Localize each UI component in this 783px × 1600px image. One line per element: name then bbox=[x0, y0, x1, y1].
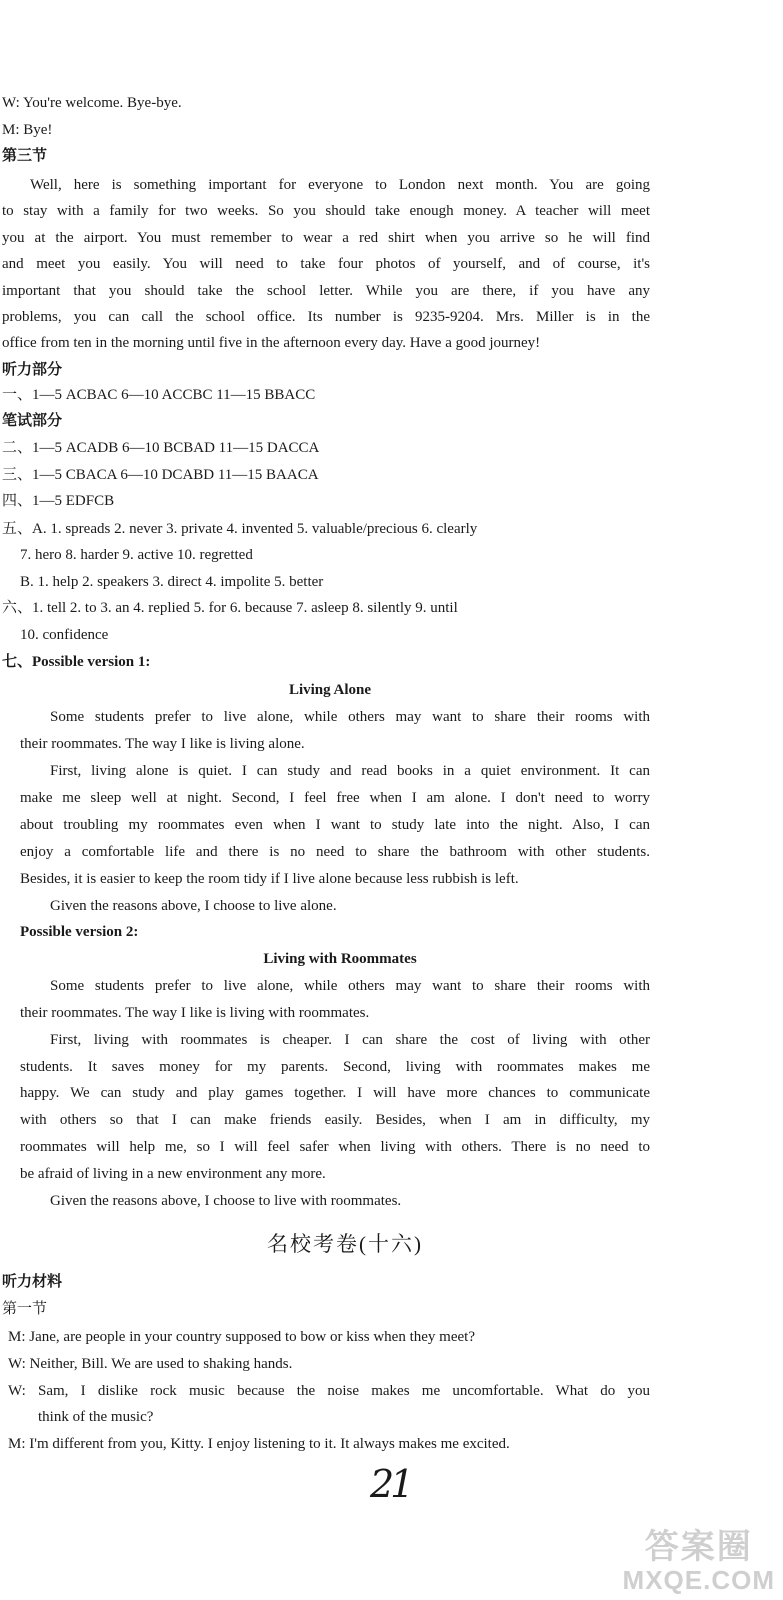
passage-line: to stay with a family for two weeks. So you should take enough money. A teacher will meet bbox=[2, 203, 650, 219]
dialogue-line: M: Jane, are people in your country supposed to bow or kiss when they meet? bbox=[8, 1329, 475, 1345]
watermark-top: 答案圈 bbox=[644, 1529, 753, 1566]
dialogue-line: W: Neither, Bill. We are used to shaking hands. bbox=[8, 1356, 293, 1372]
essay-line: Some students prefer to live alone, while others may want to share their rooms with bbox=[50, 709, 650, 725]
essay-line: make me sleep well at night. Second, I feel free when I am alone. I don't need to worry bbox=[20, 790, 650, 806]
version-label: Possible version 2: bbox=[20, 924, 139, 940]
answer-line: 四、1—5 EDFCB bbox=[2, 493, 115, 509]
passage-line: important that you should take the school letter. While you are there, if you have any bbox=[2, 283, 650, 299]
answer-line: B. 1. help 2. speakers 3. direct 4. impolite 5. better bbox=[20, 574, 324, 590]
passage-line: office from ten in the morning until five in the afternoon every day. Have a good journey! bbox=[2, 335, 541, 351]
page-number: 21 bbox=[370, 1462, 411, 1506]
essay-line: with others so that I can make friends easily. Besides, when I am in difficulty, my bbox=[20, 1112, 650, 1128]
essay-line: be afraid of living in a new environment any more. bbox=[20, 1166, 326, 1182]
essay-line: Besides, it is easier to keep the room tidy if I live alone because less rubbish is left. bbox=[20, 871, 519, 887]
essay-title: Living with Roommates bbox=[263, 951, 417, 967]
dialogue-line: think of the music? bbox=[38, 1409, 154, 1425]
essay-line: Some students prefer to live alone, while others may want to share their rooms with bbox=[50, 978, 650, 994]
essay-title: Living Alone bbox=[288, 682, 372, 698]
dialogue-line: M: Bye! bbox=[2, 122, 53, 138]
essay-line: roommates will help me, so I will feel safer when living with others. There is no need to bbox=[20, 1139, 650, 1155]
answer-line: 六、1. tell 2. to 3. an 4. replied 5. for 6. because 7. asleep 8. silently 9. until bbox=[2, 600, 458, 616]
passage-line: Well, here is something important for everyone to London next month. You are going bbox=[30, 177, 650, 193]
essay-line: First, living with roommates is cheaper. I can share the cost of living with other bbox=[50, 1032, 650, 1048]
answer-line: 五、A. 1. spreads 2. never 3. private 4. invented 5. valuable/precious 6. clearly bbox=[2, 521, 478, 537]
version-label: 七、Possible version 1: bbox=[2, 654, 151, 670]
answer-line: 7. hero 8. harder 9. active 10. regretted bbox=[20, 547, 253, 563]
dialogue-line: M: I'm different from you, Kitty. I enjoy listening to it. It always makes me excited. bbox=[8, 1436, 510, 1452]
essay-line: enjoy a comfortable life and there is no need to share the bathroom with other students. bbox=[20, 844, 650, 860]
dialogue-line: W: You're welcome. Bye-bye. bbox=[2, 95, 182, 111]
section-label: 第三节 bbox=[2, 148, 48, 164]
answer-line: 10. confidence bbox=[20, 627, 109, 643]
watermark-logo bbox=[623, 1530, 775, 1594]
essay-line: happy. We can study and play games together. I will have more chances to communicate bbox=[20, 1085, 650, 1101]
section-header: 听力材料 bbox=[2, 1274, 63, 1290]
answer-line: 一、1—5 ACBAC 6—10 ACCBC 11—15 BBACC bbox=[2, 387, 316, 403]
paper-heading: 名校考卷(十六) bbox=[267, 1232, 423, 1256]
section-header: 笔试部分 bbox=[2, 413, 63, 429]
answer-line: 三、1—5 CBACA 6—10 DCABD 11—15 BAACA bbox=[2, 467, 319, 483]
section-label: 第一节 bbox=[2, 1301, 48, 1317]
essay-line: about troubling my roommates even when I want to study late into the night. Also, I can bbox=[20, 817, 650, 833]
passage-line: problems, you can call the school office. Its number is 9235-9204. Mrs. Miller is in the bbox=[2, 309, 650, 325]
watermark-bottom: MXQE.COM bbox=[622, 1565, 775, 1595]
essay-line: students. It saves money for my parents. Second, living with roommates makes me bbox=[20, 1059, 650, 1075]
passage-line: and meet you easily. You will need to take four photos of yourself, and of course, it's bbox=[2, 256, 650, 272]
essay-line: First, living alone is quiet. I can study and read books in a quiet environment. It can bbox=[50, 763, 650, 779]
dialogue-line: W: Sam, I dislike rock music because the noise makes me uncomfortable. What do you bbox=[8, 1383, 650, 1399]
answer-line: 二、1—5 ACADB 6—10 BCBAD 11—15 DACCA bbox=[2, 440, 320, 456]
essay-line: their roommates. The way I like is living alone. bbox=[20, 736, 305, 752]
section-header: 听力部分 bbox=[2, 362, 63, 378]
essay-line: Given the reasons above, I choose to live with roommates. bbox=[50, 1193, 402, 1209]
essay-line: their roommates. The way I like is living with roommates. bbox=[20, 1005, 370, 1021]
passage-line: you at the airport. You must remember to wear a red shirt when you arrive so he will find bbox=[2, 230, 650, 246]
essay-line: Given the reasons above, I choose to live alone. bbox=[50, 898, 337, 914]
